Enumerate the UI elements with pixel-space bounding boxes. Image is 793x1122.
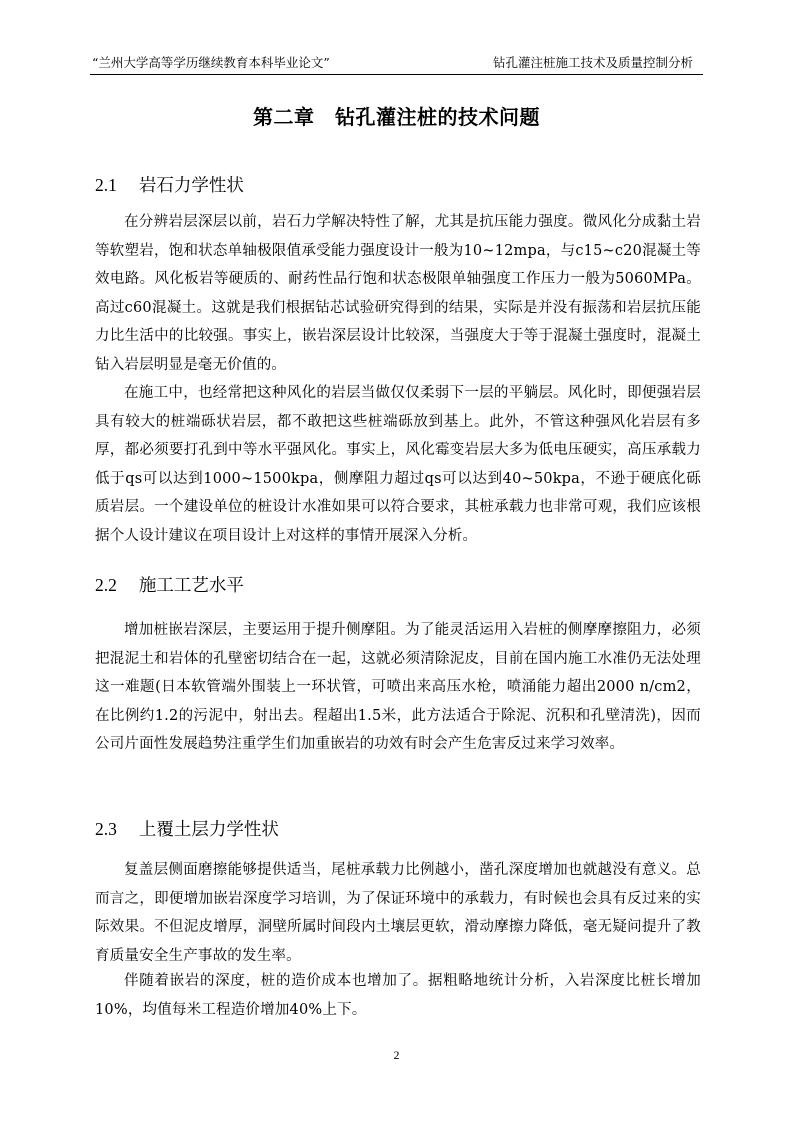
paragraph: 在施工中，也经常把这种风化的岩层当做仅仅柔弱下一层的平躺层。风化时，即便强岩层具有较大的桩端砾状岩层，都不敢把这些桩端砾放到基上。此外，不管这种强风化岩层有多厚，都必须要打孔到中等水平强风化。事实上，风化霉变岩层大多为低电压硬实，高压承载力低于qs可以达到1000~1500kpa，侧摩阻力超过qs可以达到40~50kpa，不逊于硬底化砾质岩层。一个建设单位的桩设计水准如果可以符合要求，其桩承载力也非常可观，我们应该根据个人设计建议在项目设计上对这样的事情开展深入分析。 [95, 385, 701, 544]
section-heading-2-1 [95, 172, 244, 197]
section-title: 上覆土层力学性状 [138, 820, 279, 840]
header-thesis-title: 钻孔灌注桩施工技术及质量控制分析 [492, 55, 693, 70]
paragraph: 增加桩嵌岩深层，主要运用于提升侧摩阻。为了能灵活运用入岩桩的侧摩摩擦阻力，必须把混泥土和岩体的孔壁密切结合在一起，这就必须清除泥皮，目前在国内施工水准仍无法处理这一难题(日本软管端外围装上一环状管，可喷出来高压水枪，喷涌能力超出2000 n/cm2，在比例约1.2的污泥中，射出去。程超出1.5米，此方法适合于除泥、沉积和孔壁清洗)，因而公司片面性发展趋势注重学生们加重嵌岩的功效有时会产生危害反过来学习效率。 [95, 622, 701, 753]
header-thesis-label: “兰州大学高等学历继续教育本科毕业论文” [92, 55, 330, 70]
section-number: 2.3 [95, 819, 117, 839]
section-title: 岩石力学性状 [138, 176, 244, 196]
section-heading-2-2 [95, 572, 244, 597]
section-heading-2-3 [95, 816, 279, 841]
page-header [90, 52, 703, 75]
section-number: 2.1 [95, 175, 117, 195]
chapter-title: 第二章 钻孔灌注桩的技术问题 [253, 105, 540, 129]
paragraph: 复盖层侧面磨擦能够提供适当，尾桩承载力比例越小，凿孔深度增加也就越没有意义。总而言之，即便增加嵌岩深度学习培训，为了保证环境中的承载力，有时候也会具有反过来的实际效果。不但泥皮增厚，洞壁所属时间段内土壤层更软，滑动摩擦力降低，毫无疑问提升了教育质量安全生产事故的发生率。 [95, 862, 701, 964]
page-number: 2 [393, 1048, 400, 1062]
section-title: 施工工艺水平 [138, 576, 244, 596]
section-number: 2.2 [95, 575, 117, 595]
paragraph: 伴随着嵌岩的深度，桩的造价成本也增加了。据粗略地统计分析，入岩深度比桩长增加10%，均值每米工程造价增加40%上下。 [95, 973, 701, 1018]
paragraph: 在分辨岩层深层以前，岩石力学解决特性了解，尤其是抗压能力强度。微风化分成黏土岩等软塑岩，饱和状态单轴极限值承受能力强度设计一般为10~12mpa，与c15~c20混凝土等效电路。风化板岩等硬质的、耐药性品行饱和状态极限单轴强度工作压力一般为5060MPa。高过c60混凝土。这就是我们根据钻芯试验研究得到的结果，实际是并没有振荡和岩层抗压能力比生活中的比较强。事实上，嵌岩深层设计比较深，当强度大于等于混凝土强度时，混凝土钻入岩层明显是毫无价值的。 [95, 214, 701, 373]
